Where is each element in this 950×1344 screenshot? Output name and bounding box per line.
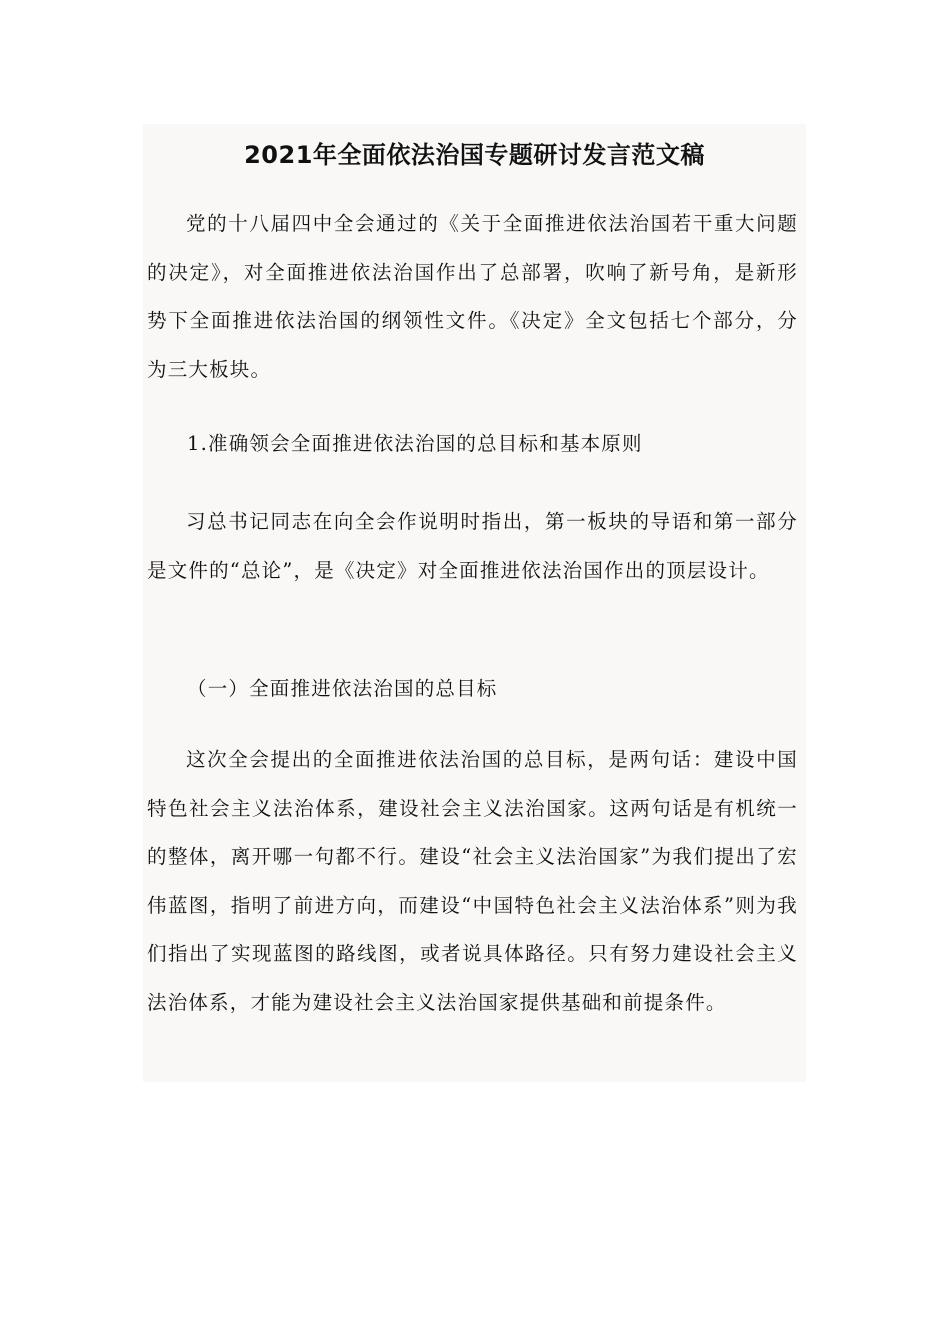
paragraph-overview: 习总书记同志在向全会作说明时指出，第一板块的导语和第一部分是文件的“总论”，是《决定》对全面推进依法治国作出的顶层设计。 <box>147 510 798 582</box>
document-title: 2021年全面依法治国专题研讨发言范文稿 <box>244 141 705 169</box>
subsection-heading-1: （一）全面推进依法治国的总目标 <box>187 677 498 700</box>
paragraph-general-goal: 这次全会提出的全面推进依法治国的总目标，是两句话：建设中国特色社会主义法治体系，建设社会主义法治国家。这两句话是有机统一的整体，离开哪一句都不行。建设“社会主义法治国家”为我们提出了宏伟蓝图，指明了前进方向，而建设“中国特色社会主义法治体系”则为我们指出了实现蓝图的路线图，或者说具体路径。只有努力建设社会主义法治体系，才能为建设社会主义法治国家提供基础和前提条件。 <box>147 748 798 1014</box>
document-body <box>143 124 806 1082</box>
paragraph-intro: 党的十八届四中全会通过的《关于全面推进依法治国若干重大问题的决定》，对全面推进依法治国作出了总部署，吹响了新号角，是新形势下全面推进依法治国的纲领性文件。《决定》全文包括七个部分，分为三大板块。 <box>147 212 798 381</box>
section-heading-1: 1.准确领会全面推进依法治国的总目标和基本原则 <box>187 432 643 455</box>
